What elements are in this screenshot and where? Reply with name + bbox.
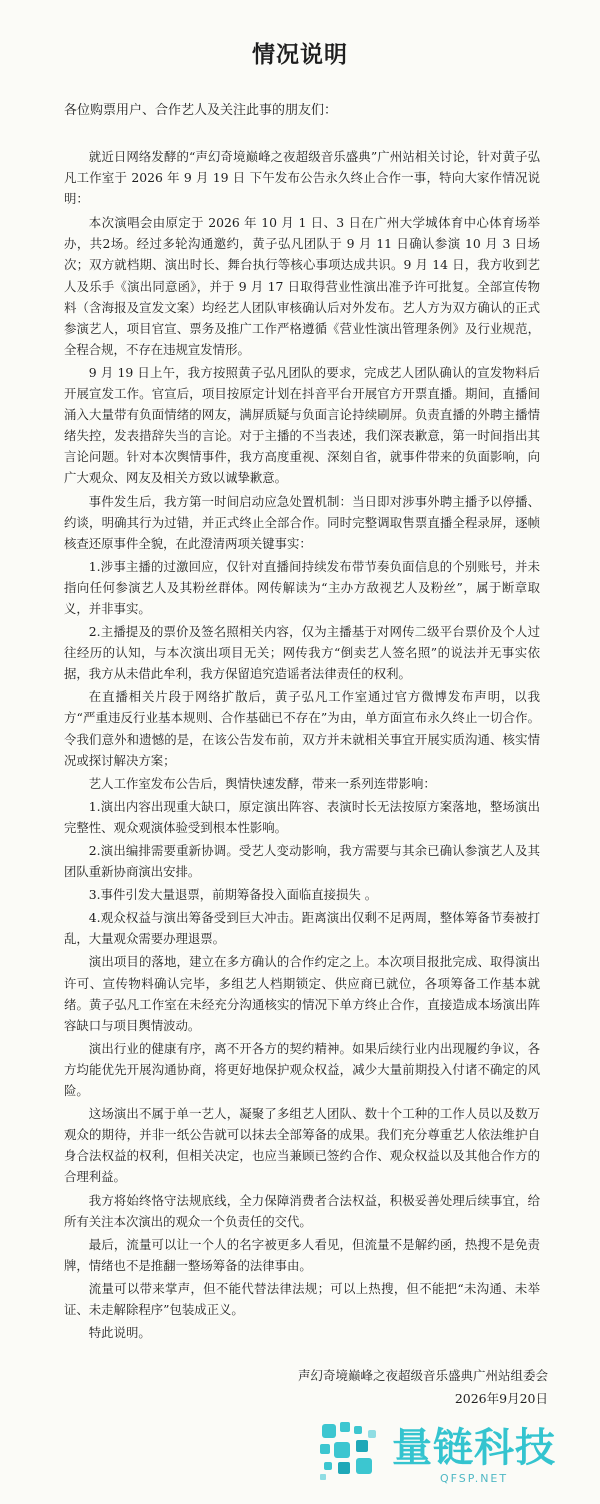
paragraph: 演出行业的健康有序，离不开各方的契约精神。如果后续行业内出现履约争议，各方均能优先开展沟通协商，将更好地保护观众权益，减少大量前期投入付诸不确定的风险。: [64, 1040, 540, 1099]
watermark: [316, 1414, 586, 1496]
signature-block: [298, 1364, 548, 1410]
paragraph: 9 月 19 日上午，我方按照黄子弘凡团队的要求，完成艺人团队确认的宣发物料后开展宣发工作。官宣后，项目按原定计划在抖音平台开展官方开票直播。期间，直播间涌入大量带有负面情绪的网友，满屏质疑与负面言论持续刷屏。负责直播的外聘主播情绪失控，发表措辞失当的言论。对于主播的不当表述，我们深表歉意，第一时间指出其言论问题。针对本次舆情事件，我方高度重视、深刻自省，就事件带来的负面影响，向广大观众、网友及相关方致以诚挚歉意。: [64, 364, 540, 486]
paragraph: 演出项目的落地，建立在多方确认的合作约定之上。本次项目报批完成、取得演出许可、宣传物料确认完毕，多组艺人档期锁定、供应商已就位，各项筹备工作基本就绪。黄子弘凡工作室在未经充分沟通核实的情况下单方终止合作，直接造成本场演出阵容缺口与项目舆情波动。: [64, 954, 540, 1033]
paragraph: 在直播相关片段于网络扩散后，黄子弘凡工作室通过官方微博发布声明，以我方“严重违反行业基本规则、合作基础已不存在”为由，单方面宣布永久终止一切合作。令我们意外和遗憾的是，在该公告发布前，双方并未就相关事宜开展实质沟通、核实情况或探讨解决方案；: [64, 689, 540, 768]
paragraph: 就近日网络发酵的“声幻奇境巅峰之夜超级音乐盛典”广州站相关讨论，针对黄子弘凡工作室于 2026 年 9 月 19 日 下午发布公告永久终止合作一事，特向大家作情况说明：: [64, 149, 540, 207]
signature-org: 声幻奇境巅峰之夜超级音乐盛典广州站组委会: [297, 1368, 548, 1383]
paragraph: 本次演唱会由原定于 2026 年 10 月 1 日、3 日在广州大学城体育中心体育场举办，共2场。经过多轮沟通邀约，黄子弘凡团队于 9 月 11 日确认参演 10 月 3 日场次；双方就档期、演出时长、舞台执行等核心事项达成共识。9 月 14 日，我方收到艺人及乐手《演出同意函》，并于 9 月 17 日取得营业性演出准予许可批复。全部宣传物料（含海报及宣发文案）均经艺人团队审核确认后对外发布。艺人方为双方确认的正式参演艺人，项目官宣、票务及推广工作严格遵循《营业性演出管理条例》及行业规范，全程合规，不存在违规宣发情形。: [64, 215, 540, 357]
paragraph: 事件发生后，我方第一时间启动应急处置机制：当日即对涉事外聘主播予以停播、约谈，明确其行为过错，并正式终止全部合作。同时完整调取售票直播全程录屏，逐帧核查还原事件全貌，在此澄清两项关键事实：: [64, 493, 540, 551]
watermark-url: QFSP.NET: [440, 1472, 509, 1485]
paragraph: 1.演出内容出现重大缺口，原定演出阵容、表演时长无法按原方案落地，整场演出完整性、观众观演体验受到根本性影响。: [64, 798, 540, 835]
paragraph: 最后，流量可以让一个人的名字被更多人看见，但流量不是解约函，热搜不是免责牌，情绪也不是推翻一整场筹备的法律事由。: [64, 1236, 540, 1273]
document-body: [64, 146, 540, 1345]
document-title: 情况说明: [252, 42, 348, 68]
paragraph: 2.主播提及的票价及签名照相关内容，仅为主播基于对网传二级平台票价及个人过往经历的认知，与本次演出项目无关；网传我方“倒卖艺人签名照”的说法并无事实依据，我方从未借此牟利，我方保留追究造谣者法律责任的权利。: [64, 624, 540, 682]
paragraph: 3.事件引发大量退票，前期筹备投入面临直接损失 。: [88, 887, 378, 903]
brand-logo-icon: [316, 1418, 382, 1484]
salutation: 各位购票用户、合作艺人及关注此事的朋友们：: [64, 103, 338, 118]
paragraph: 这场演出不属于单一艺人，凝聚了多组艺人团队、数十个工种的工作人员以及数万观众的期待，并非一纸公告就可以抹去全部筹备的成果。我们充分尊重艺人依法维护自身合法权益的权利，但相关决定，也应当兼顾已签约合作、观众权益以及其他合作方的合理利益。: [64, 1106, 540, 1185]
paragraph: 我方将始终恪守法规底线，全力保障消费者合法权益，积极妥善处理后续事宜，给所有关注本次演出的观众一个负责任的交代。: [64, 1192, 540, 1229]
paragraph: 艺人工作室发布公告后，舆情快速发酵，带来一系列连带影响：: [88, 775, 436, 791]
paragraph: 2.演出编排需要重新协调。受艺人变动影响，我方需要与其余已确认参演艺人及其团队重新协商演出安排。: [64, 843, 540, 880]
watermark-brand-name: 量链科技: [392, 1425, 556, 1471]
paragraph: 流量可以带来掌声，但不能代替法律法规；可以上热搜，但不能把“未沟通、未举证、未走解除程序”包装成正义。: [64, 1280, 540, 1317]
paragraph: 1.涉事主播的过激回应，仅针对直播间持续发布带节奏负面信息的个别账号，并未指向任何参演艺人及其粉丝群体。网传解读为“主办方敌视艺人及粉丝”，属于断章取义，并非事实。: [64, 558, 540, 616]
signature-date: 2026年9月20日: [454, 1391, 548, 1406]
paragraph: 特此说明。: [88, 1325, 151, 1341]
paragraph: 4.观众权益与演出筹备受到巨大冲击。距离演出仅剩不足两周，整体筹备节奏被打乱，大量观众需要办理退票。: [64, 910, 540, 947]
